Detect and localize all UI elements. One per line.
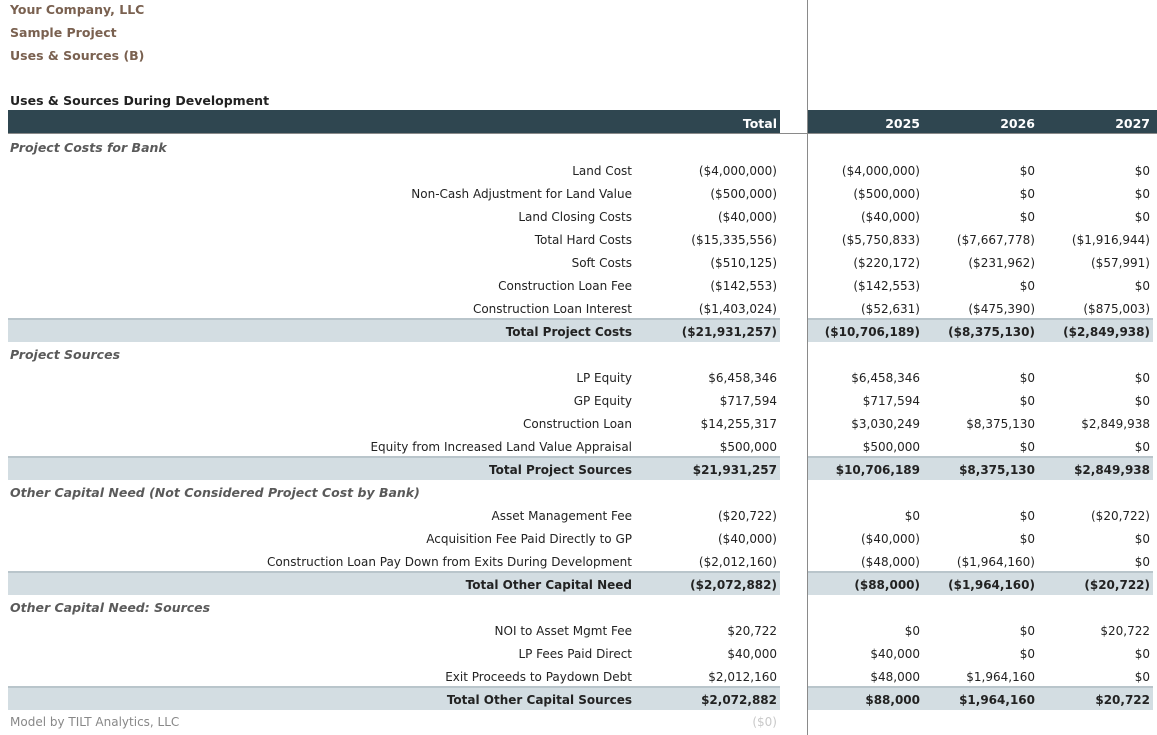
row-label: LP Fees Paid Direct [518,647,632,661]
column-header-total: Total [742,116,777,131]
column-divider [807,0,808,735]
cell-2027: $20,722 [1100,624,1150,638]
row-label: Land Cost [572,164,632,178]
cell-2026: $0 [1019,164,1035,178]
total-cell-2027: ($20,722) [1084,578,1150,592]
cell-2027: $0 [1134,210,1150,224]
project-name: Sample Project [10,25,117,40]
group-title: Other Capital Need (Not Considered Project Cost by Bank) [10,485,420,500]
cell-2025: $6,458,346 [851,371,920,385]
cell-total: ($4,000,000) [698,164,777,178]
cell-2026: ($1,964,160) [956,555,1035,569]
company-name: Your Company, LLC [10,2,145,17]
cell-2027: $0 [1134,647,1150,661]
total-cell-2026: $8,375,130 [959,463,1035,477]
header-bar-total [8,110,780,133]
cell-2026: $0 [1019,532,1035,546]
total-label: Total Other Capital Sources [446,693,632,707]
cell-total: $500,000 [719,440,777,454]
cell-total: ($40,000) [718,532,777,546]
cell-total: ($15,335,556) [691,233,777,247]
cell-2026: ($475,390) [968,302,1035,316]
total-cell-2026: ($8,375,130) [948,325,1035,339]
total-cell-total: $2,072,882 [701,693,777,707]
column-header-2026: 2026 [1000,116,1035,131]
row-label: Construction Loan Interest [472,302,632,316]
cell-2025: ($52,631) [861,302,920,316]
cell-2026: $0 [1019,440,1035,454]
cell-total: ($2,012,160) [698,555,777,569]
cell-2025: ($142,553) [853,279,920,293]
cell-total: $717,594 [719,394,777,408]
cell-2027: $0 [1134,440,1150,454]
cell-2026: $8,375,130 [966,417,1035,431]
cell-2027: $0 [1134,187,1150,201]
cell-2027: ($57,991) [1091,256,1150,270]
cell-2026: ($231,962) [968,256,1035,270]
cell-2027: $0 [1134,532,1150,546]
report-name: Uses & Sources (B) [10,48,145,63]
cell-2026: $0 [1019,509,1035,523]
cell-2027: ($875,003) [1083,302,1150,316]
cell-2025: $0 [904,509,920,523]
cell-2026: $0 [1019,624,1035,638]
cell-2027: $0 [1134,279,1150,293]
total-cell-2027: $2,849,938 [1074,463,1150,477]
row-label: Non-Cash Adjustment for Land Value [411,187,632,201]
cell-2026: $0 [1019,210,1035,224]
cell-total: ($1,403,024) [698,302,777,316]
cell-2026: $0 [1019,394,1035,408]
row-label: NOI to Asset Mgmt Fee [494,624,632,638]
row-label: Soft Costs [571,256,632,270]
cell-2025: $40,000 [870,647,920,661]
cell-2027: $0 [1134,555,1150,569]
total-band [8,318,780,342]
cell-2026: $1,964,160 [966,670,1035,684]
total-label: Total Other Capital Need [465,578,632,592]
total-label: Total Project Costs [505,325,632,339]
cell-2027: $0 [1134,394,1150,408]
cell-2025: $48,000 [870,670,920,684]
cell-2027: ($20,722) [1091,509,1150,523]
row-label: Construction Loan [523,417,632,431]
row-label: LP Equity [576,371,632,385]
row-label: GP Equity [573,394,632,408]
row-label: Construction Loan Pay Down from Exits During Development [266,555,632,569]
total-cell-2025: ($88,000) [854,578,920,592]
cell-2027: $0 [1134,164,1150,178]
header-underline [8,133,1157,134]
total-cell-2027: ($2,849,938) [1063,325,1150,339]
cell-2027: $0 [1134,670,1150,684]
cell-total: ($20,722) [718,509,777,523]
total-cell-2025: $10,706,189 [835,463,920,477]
cell-2025: $717,594 [862,394,920,408]
column-header-2027: 2027 [1115,116,1150,131]
cell-total: ($142,553) [710,279,777,293]
cell-2026: ($7,667,778) [956,233,1035,247]
cell-2026: $0 [1019,187,1035,201]
cell-2025: $3,030,249 [851,417,920,431]
header-bar-years [808,110,1157,133]
cell-2026: $0 [1019,371,1035,385]
cell-2025: ($500,000) [853,187,920,201]
total-cell-total: $21,931,257 [692,463,777,477]
cell-2027: $2,849,938 [1081,417,1150,431]
total-cell-total: ($2,072,882) [690,578,777,592]
cell-total: $40,000 [727,647,777,661]
group-title: Project Costs for Bank [10,140,167,155]
group-title: Other Capital Need: Sources [10,600,211,615]
cell-2026: $0 [1019,279,1035,293]
cell-2026: $0 [1019,647,1035,661]
total-band [8,456,780,480]
row-label: Acquisition Fee Paid Directly to GP [426,532,632,546]
total-cell-2026: $1,964,160 [959,693,1035,707]
cell-2025: ($220,172) [853,256,920,270]
row-label: Exit Proceeds to Paydown Debt [445,670,632,684]
total-band [8,571,780,595]
cell-2025: ($40,000) [861,532,920,546]
cell-2025: ($48,000) [861,555,920,569]
total-cell-2027: $20,722 [1095,693,1150,707]
total-band [8,686,780,710]
column-header-2025: 2025 [885,116,920,131]
row-label: Land Closing Costs [518,210,632,224]
cell-2027: ($1,916,944) [1071,233,1150,247]
total-cell-total: ($21,931,257) [681,325,777,339]
section-title: Uses & Sources During Development [10,93,270,108]
row-label: Equity from Increased Land Value Appraisal [370,440,632,454]
cell-total: $14,255,317 [700,417,777,431]
footer-credit: Model by TILT Analytics, LLC [10,715,180,729]
cell-2025: $500,000 [862,440,920,454]
cell-2025: $0 [904,624,920,638]
cell-total: ($500,000) [710,187,777,201]
total-label: Total Project Sources [489,463,632,477]
cell-2025: ($5,750,833) [841,233,920,247]
cell-total: $20,722 [727,624,777,638]
cell-total: $2,012,160 [708,670,777,684]
row-label: Construction Loan Fee [498,279,632,293]
total-cell-2025: $88,000 [865,693,920,707]
cell-total: $6,458,346 [708,371,777,385]
cell-2025: ($40,000) [861,210,920,224]
cell-2027: $0 [1134,371,1150,385]
row-label: Total Hard Costs [534,233,632,247]
cell-2025: ($4,000,000) [841,164,920,178]
cell-total: ($40,000) [718,210,777,224]
total-cell-2025: ($10,706,189) [824,325,920,339]
row-label: Asset Management Fee [491,509,632,523]
group-title: Project Sources [10,347,121,362]
check-value: ($0) [752,715,777,729]
cell-total: ($510,125) [710,256,777,270]
total-cell-2026: ($1,964,160) [948,578,1035,592]
